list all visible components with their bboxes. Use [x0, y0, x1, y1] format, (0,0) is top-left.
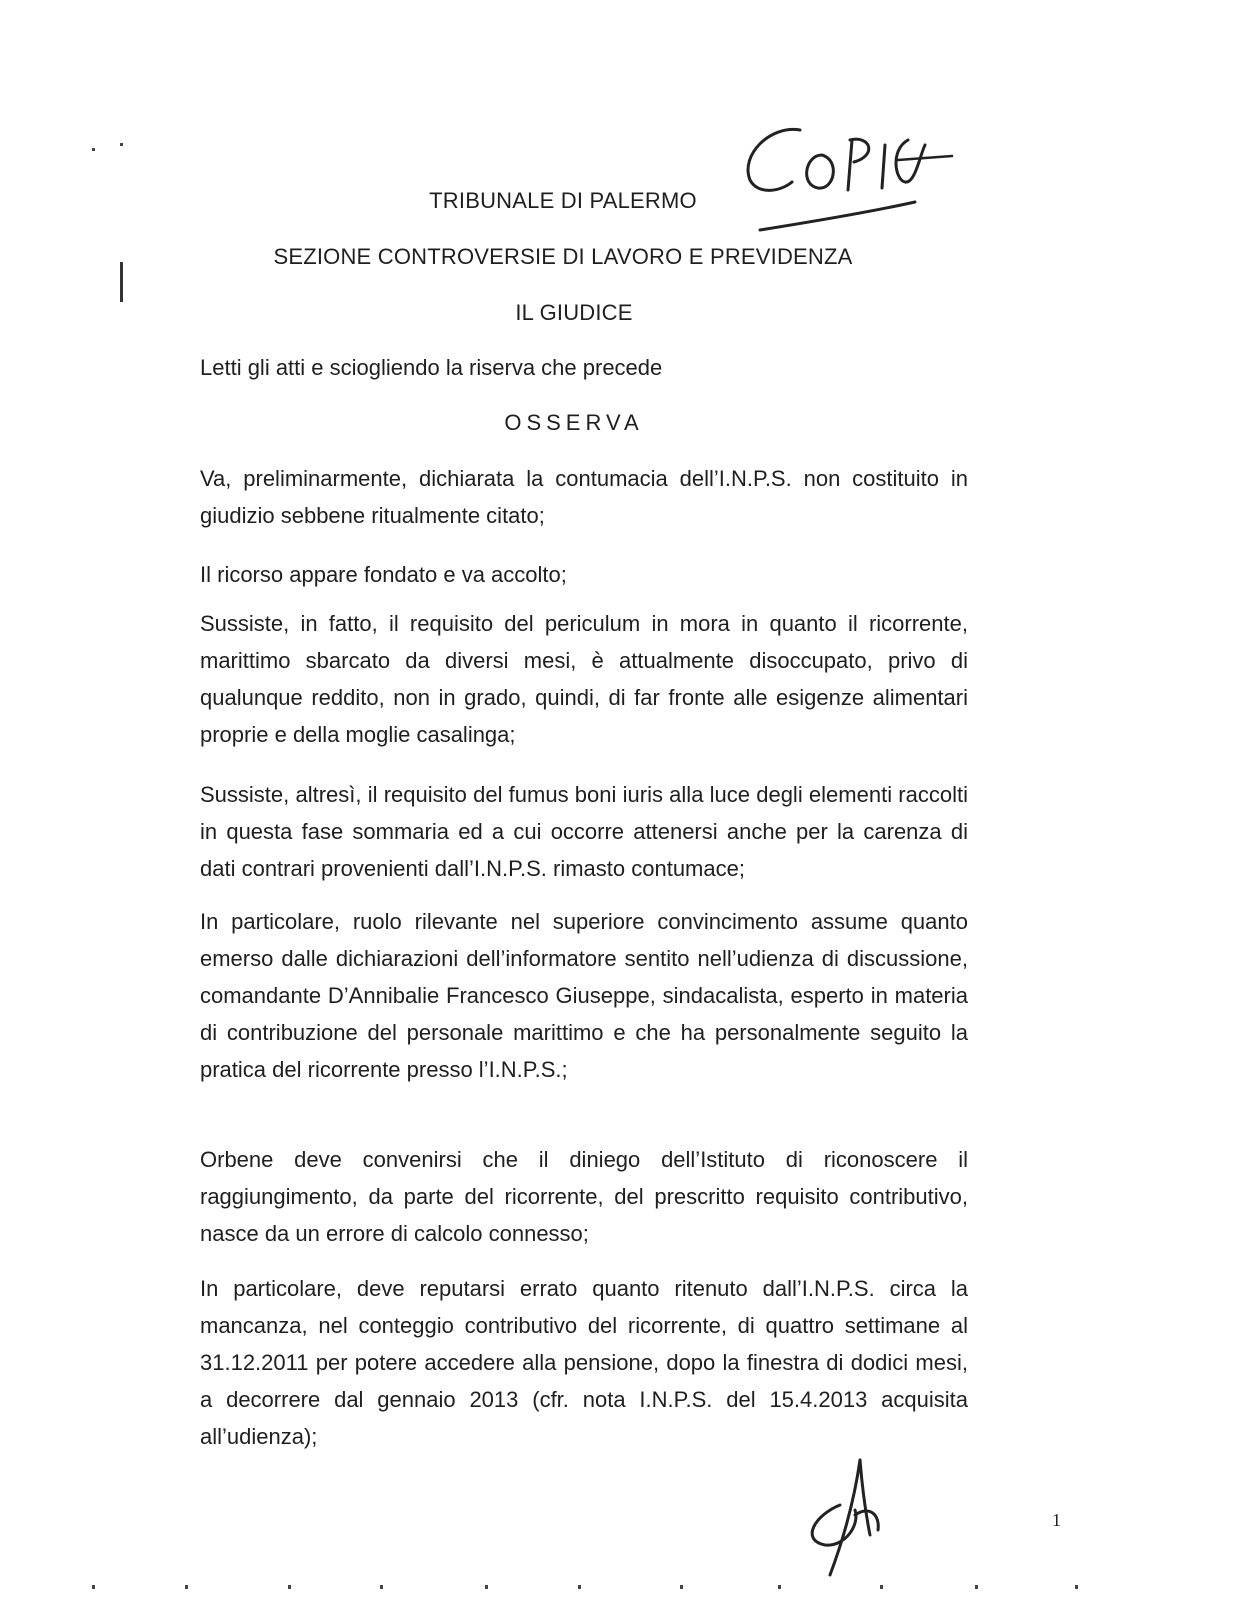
paragraph: In particolare, ruolo rilevante nel superiore convincimento assume quanto emerso dalle dichiarazioni dell’informatore sentito nell’udienza di discussione, comandante D’Annibalie Francesco Giuseppe, sindacalista, esperto in materia di contribuzione del personale marittimo e che ha personalmente seguito la pratica del ricorrente presso l’I.N.P.S.;: [200, 909, 968, 1082]
scan-edge-marks: [0, 1583, 1240, 1595]
scan-artifact-bar: [120, 262, 123, 302]
court-title: TRIBUNALE DI PALERMO: [429, 188, 697, 213]
court-section-title: SEZIONE CONTROVERSIE DI LAVORO E PREVIDENZA: [273, 244, 853, 269]
handwritten-signature: [800, 1455, 910, 1580]
paragraph: Il ricorso appare fondato e va accolto;: [200, 562, 567, 587]
scan-speck: [92, 148, 95, 151]
scan-speck: [120, 143, 123, 146]
paragraph: Va, preliminarmente, dichiarata la contumacia dell’I.N.P.S. non costituito in giudizio sebbene ritualmente citato;: [200, 466, 968, 528]
intro-line: Letti gli atti e sciogliendo la riserva che precede: [200, 355, 663, 380]
observe-heading: OSSERVA: [504, 410, 644, 435]
judge-label: IL GIUDICE: [515, 300, 633, 325]
paragraph: In particolare, deve reputarsi errato quanto ritenuto dall’I.N.P.S. circa la mancanza, nel conteggio contributivo del ricorrente, di quattro settimane al 31.12.2011 per potere accedere alla pensione, dopo la finestra di dodici mesi, a decorrere dal gennaio 2013 (cfr. nota I.N.P.S. del 15.4.2013 acquisita all’udienza);: [200, 1276, 968, 1449]
paragraph: Sussiste, altresì, il requisito del fumus boni iuris alla luce degli elementi raccolti in questa fase sommaria ed a cui occorre attenersi anche per la carenza di dati contrari provenienti dall’I.N.P.S. rimasto contumace;: [200, 782, 968, 881]
paragraph: Orbene deve convenirsi che il diniego dell’Istituto di riconoscere il raggiungimento, da parte del ricorrente, del prescritto requisito contributivo, nasce da un errore di calcolo connesso;: [200, 1147, 968, 1246]
page-number: 1: [1052, 1510, 1061, 1530]
handwritten-copia-mark: [730, 100, 980, 250]
paragraph: Sussiste, in fatto, il requisito del periculum in mora in quanto il ricorrente, marittimo sbarcato da diversi mesi, è attualmente disoccupato, privo di qualunque reddito, non in grado, quindi, di far fronte alle esigenze alimentari proprie e della moglie casalinga;: [200, 611, 968, 747]
